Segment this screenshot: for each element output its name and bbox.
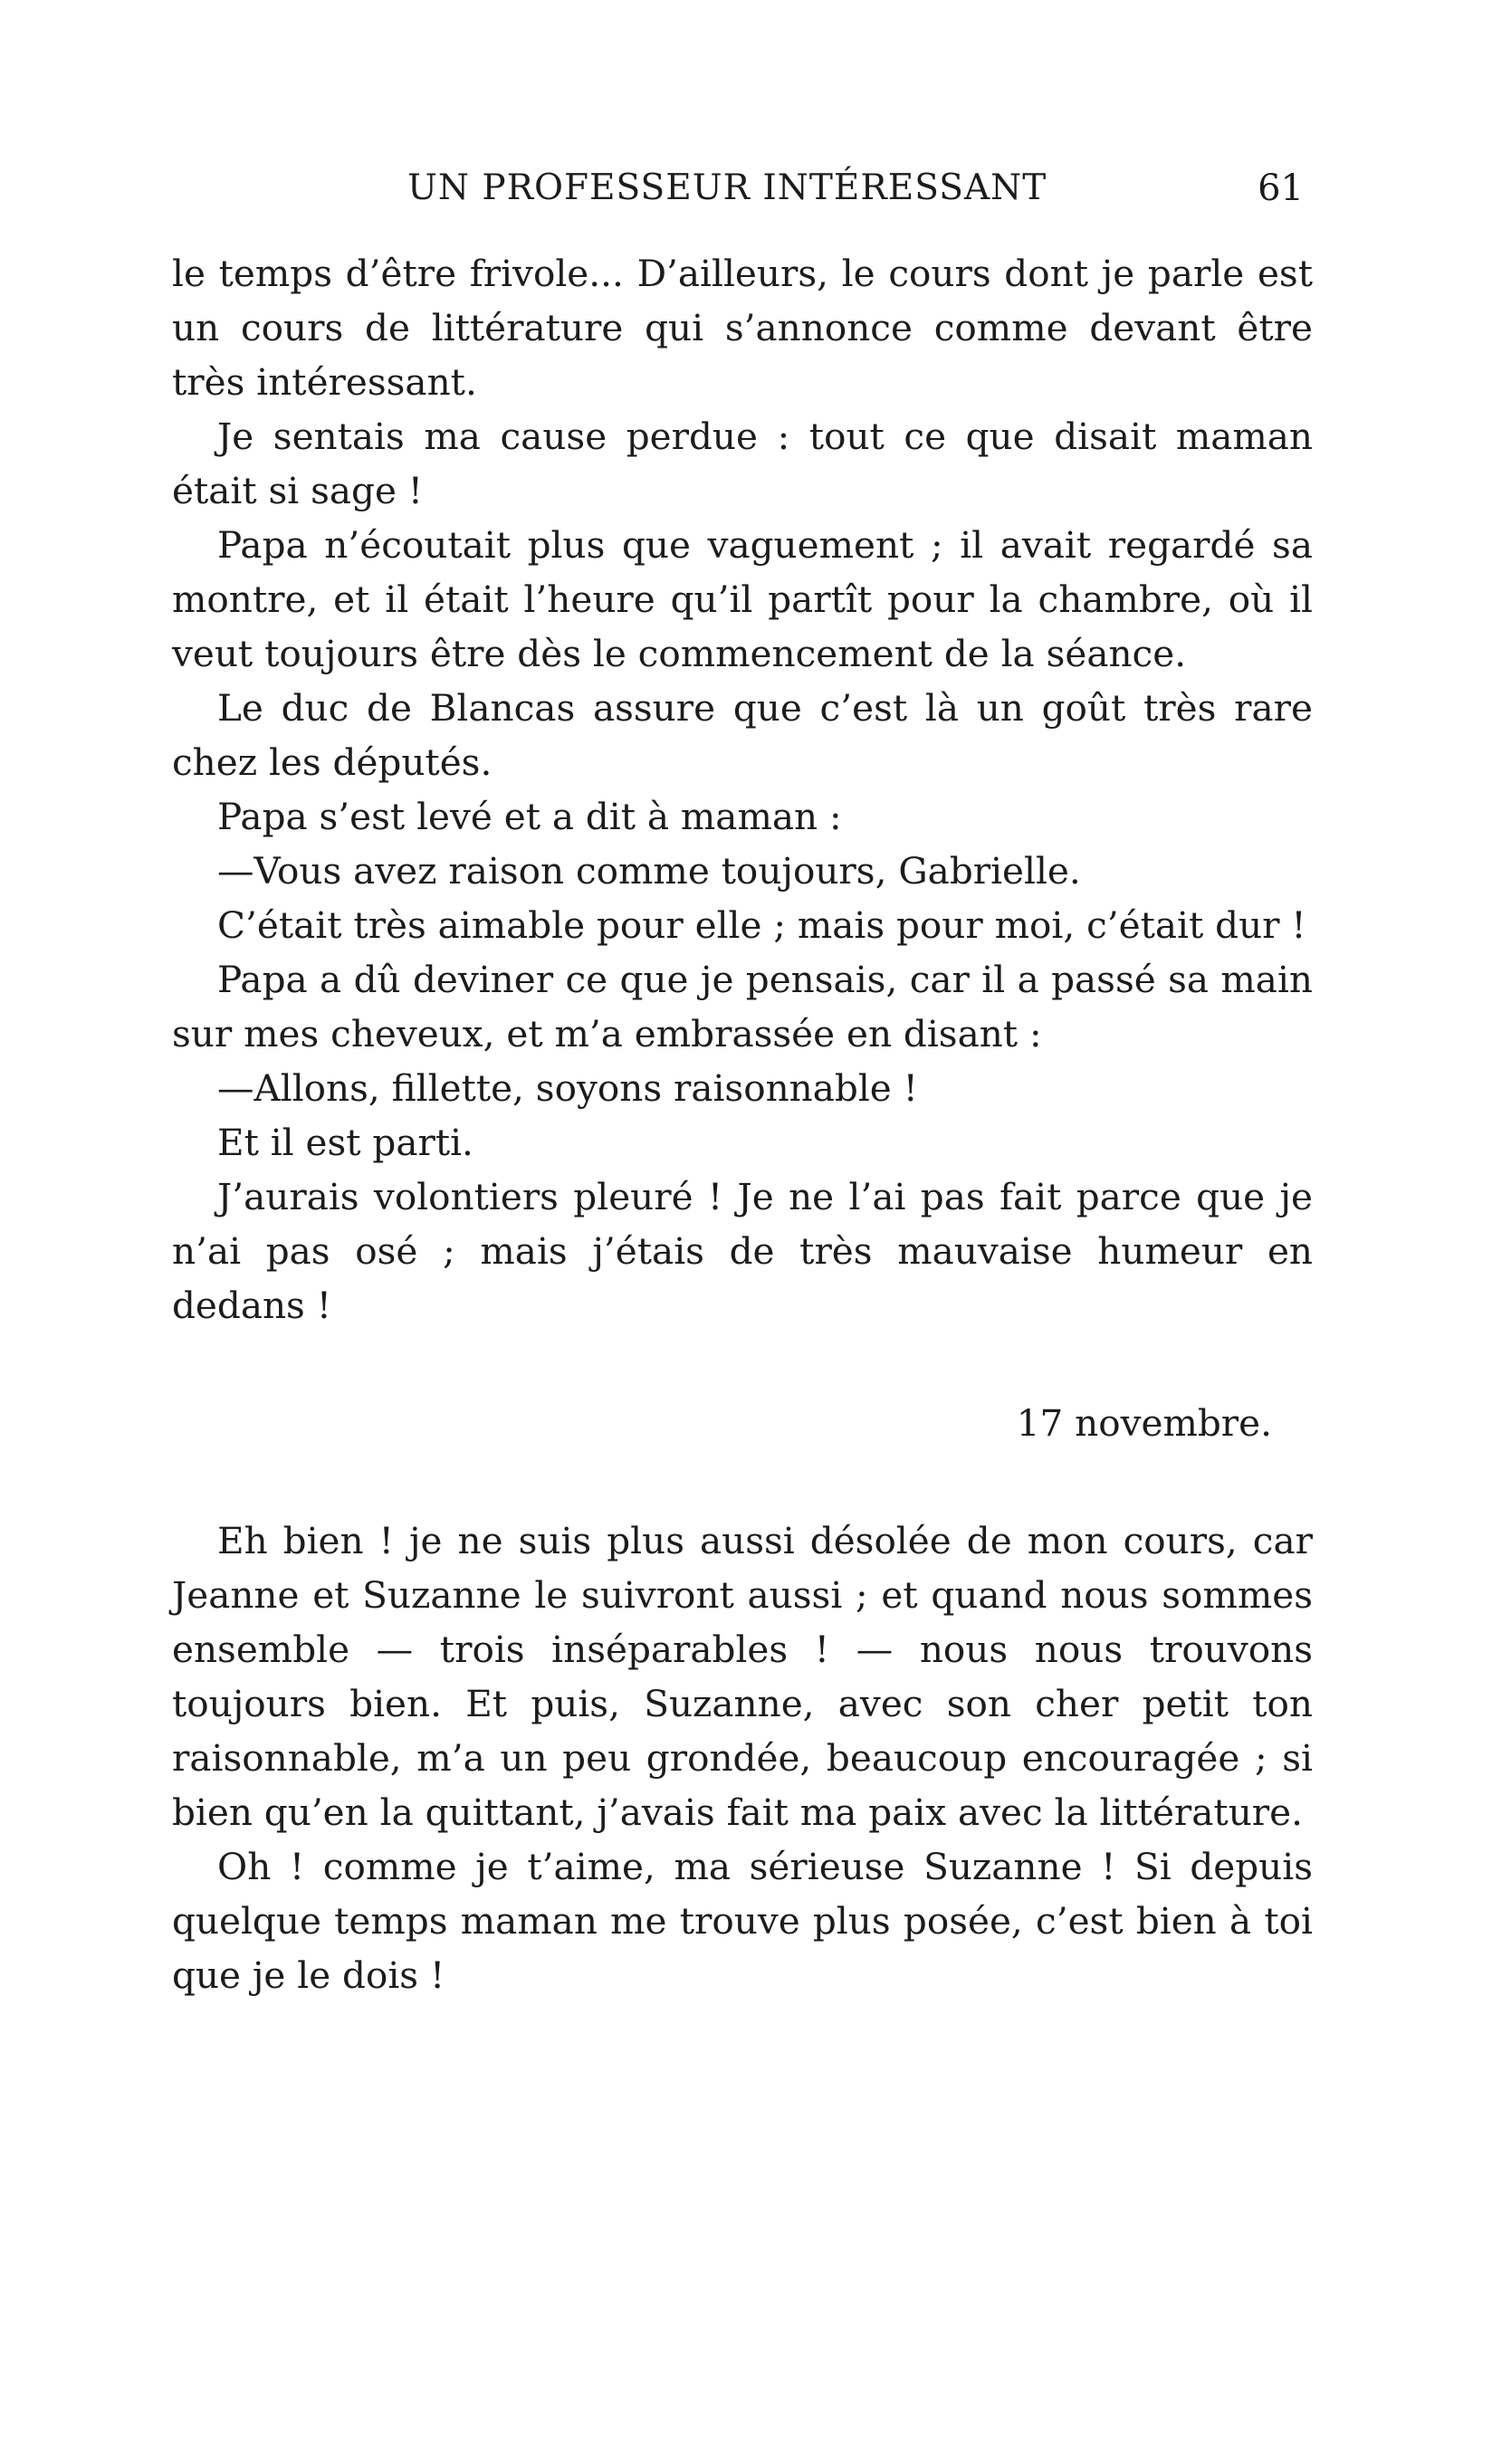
paragraph: Le duc de Blancas assure que c’est là un goût très rare chez les députés. (172, 686, 1313, 784)
page-number: 61 (1258, 167, 1304, 209)
paragraph: J’aurais volontiers pleuré ! Je ne l’ai pas fait parce que je n’ai pas osé ; mais j’étais de très mauvaise humeur en dedans ! (172, 1175, 1313, 1327)
paragraph: Oh ! comme je t’aime, ma sérieuse Suzanne ! Si depuis quelque temps maman me trouve plus posée, c’est bien à toi que je le dois ! (172, 1845, 1313, 1997)
dialogue-line: —Vous avez raison comme toujours, Gabrielle. (217, 849, 1081, 893)
paragraph: Et il est parti. (217, 1121, 473, 1164)
paragraph: Je sentais ma cause perdue : tout ce que disait maman était si sage ! (172, 415, 1313, 512)
running-head (172, 167, 1304, 213)
diary-date-heading: 17 novembre. (1016, 1401, 1272, 1445)
body-text (172, 246, 1313, 2002)
paragraph-continuation: le temps d’être frivole... D’ailleurs, le cours dont je parle est un cours de littérature qui s’annonce comme devant être très intéressant. (172, 252, 1313, 404)
running-title: UN PROFESSEUR INTÉRESSANT (407, 167, 1047, 208)
paragraph: Papa n’écoutait plus que vaguement ; il avait regardé sa montre, et il était l’heure qu’il partît pour la chambre, où il veut toujours être dès le commencement de la séance. (172, 523, 1313, 675)
paragraph: Eh bien ! je ne suis plus aussi désolée de mon cours, car Jeanne et Suzanne le suivront aussi ; et quand nous sommes ensemble — trois inséparables ! — nous nous trouvons toujours bien. Et puis, Suzanne, avec son cher petit ton raisonnable, m’a un peu grondée, beaucoup encouragée ; si bien qu’en la quittant, j’avais fait ma paix avec la littérature. (172, 1519, 1313, 1834)
paragraph: Papa a dû deviner ce que je pensais, car il a passé sa main sur mes cheveux, et m’a embrassée en disant : (172, 958, 1313, 1055)
paragraph: Papa s’est levé et a dit à maman : (217, 795, 842, 838)
paragraph: C’était très aimable pour elle ; mais pour moi, c’était dur ! (217, 903, 1306, 947)
dialogue-line: —Allons, fillette, soyons raisonnable ! (217, 1066, 918, 1110)
